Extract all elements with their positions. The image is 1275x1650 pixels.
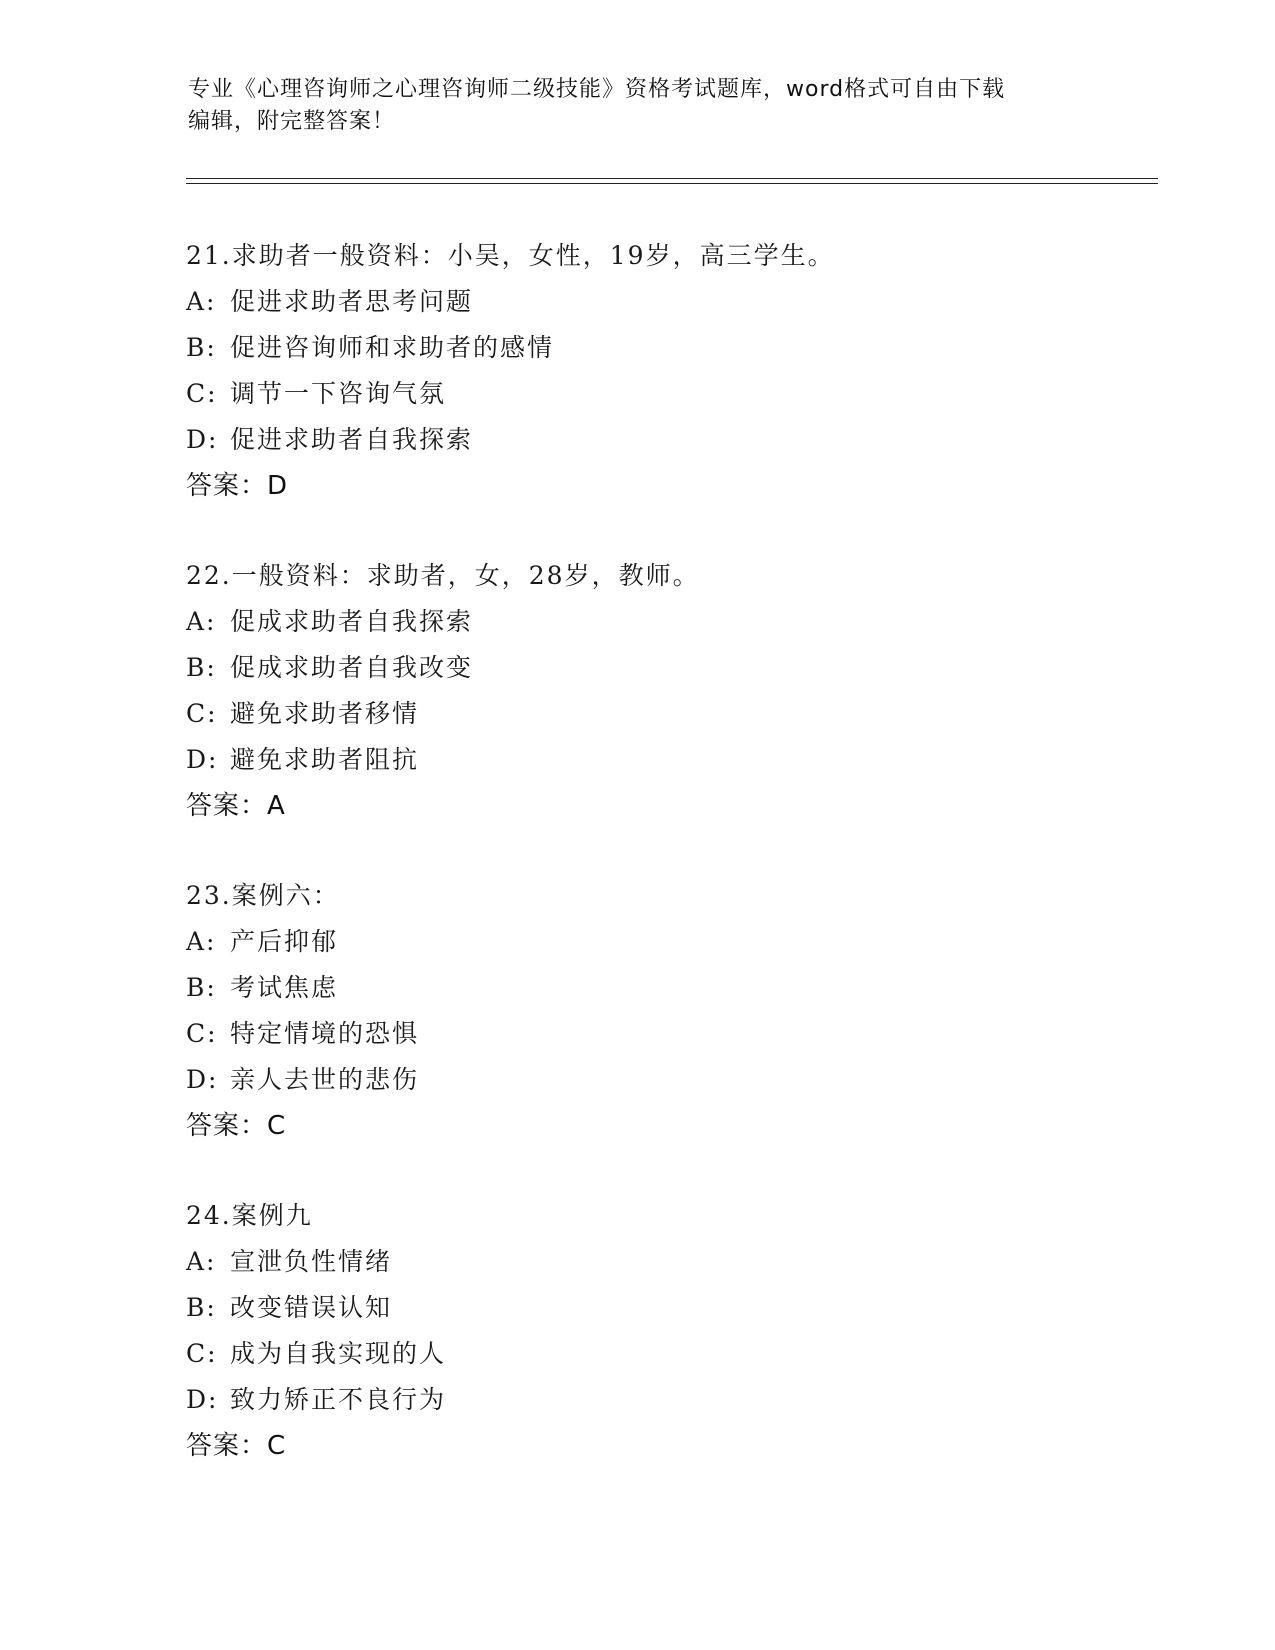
- question-23: [186, 873, 1086, 1149]
- option-d: [186, 737, 1086, 783]
- option-letter: C:: [186, 1339, 218, 1368]
- option-text: 致力矫正不良行为: [230, 1385, 447, 1414]
- option-text: 促成求助者自我探索: [230, 607, 474, 636]
- option-c: [186, 1011, 1086, 1057]
- option-a: [186, 599, 1086, 645]
- option-d: [186, 1057, 1086, 1103]
- option-letter: B:: [186, 973, 217, 1002]
- question-22: [186, 553, 1086, 829]
- option-letter: B:: [186, 1293, 217, 1322]
- option-b: [186, 325, 1086, 371]
- option-text: 避免求助者移情: [230, 699, 420, 728]
- option-text: 特定情境的恐惧: [230, 1019, 420, 1048]
- option-letter: B:: [186, 653, 217, 682]
- answer-line: 答案：A: [186, 791, 286, 821]
- option-text: 促进咨询师和求助者的感情: [230, 333, 555, 362]
- option-text: 宣泄负性情绪: [230, 1247, 393, 1276]
- document-header: [188, 74, 1068, 138]
- option-text: 考试焦虑: [230, 973, 339, 1002]
- question-21: [186, 233, 1086, 509]
- question-stem: 22.一般资料：求助者，女，28岁，教师。: [186, 561, 700, 590]
- answer-line: 答案：C: [186, 1431, 287, 1461]
- header-line-2: 编辑，附完整答案！: [188, 109, 396, 134]
- option-text: 避免求助者阻抗: [230, 745, 420, 774]
- option-letter: D:: [186, 745, 219, 774]
- option-text: 促进求助者自我探索: [230, 425, 474, 454]
- option-letter: C:: [186, 1019, 218, 1048]
- option-text: 产后抑郁: [230, 927, 339, 956]
- option-letter: D:: [186, 425, 219, 454]
- option-text: 调节一下咨询气氛: [230, 379, 447, 408]
- option-text: 改变错误认知: [230, 1293, 393, 1322]
- option-text: 成为自我实现的人: [230, 1339, 447, 1368]
- option-letter: A:: [186, 607, 217, 636]
- header-divider-bottom: [186, 183, 1158, 184]
- option-c: [186, 371, 1086, 417]
- option-text: 促成求助者自我改变: [230, 653, 474, 682]
- option-c: [186, 691, 1086, 737]
- option-text: 亲人去世的悲伤: [230, 1065, 420, 1094]
- question-24: [186, 1193, 1086, 1469]
- question-stem: 21.求助者一般资料：小吴，女性，19岁，高三学生。: [186, 241, 835, 270]
- option-letter: B:: [186, 333, 217, 362]
- option-letter: A:: [186, 927, 217, 956]
- option-a: [186, 279, 1086, 325]
- option-letter: D:: [186, 1065, 219, 1094]
- question-stem: 24.案例九: [186, 1201, 313, 1230]
- option-letter: A:: [186, 1247, 217, 1276]
- option-letter: C:: [186, 699, 218, 728]
- option-c: [186, 1331, 1086, 1377]
- header-line-1: 专业《心理咨询师之心理咨询师二级技能》资格考试题库，word格式可自由下载: [188, 77, 1006, 102]
- question-stem: 23.案例六：: [186, 881, 340, 910]
- option-d: [186, 417, 1086, 463]
- option-d: [186, 1377, 1086, 1423]
- option-a: [186, 919, 1086, 965]
- option-b: [186, 645, 1086, 691]
- answer-line: 答案：D: [186, 471, 289, 501]
- answer-line: 答案：C: [186, 1111, 287, 1141]
- option-b: [186, 965, 1086, 1011]
- option-a: [186, 1239, 1086, 1285]
- option-letter: A:: [186, 287, 217, 316]
- option-b: [186, 1285, 1086, 1331]
- option-letter: D:: [186, 1385, 219, 1414]
- header-divider-top: [186, 178, 1158, 179]
- option-letter: C:: [186, 379, 218, 408]
- option-text: 促进求助者思考问题: [230, 287, 474, 316]
